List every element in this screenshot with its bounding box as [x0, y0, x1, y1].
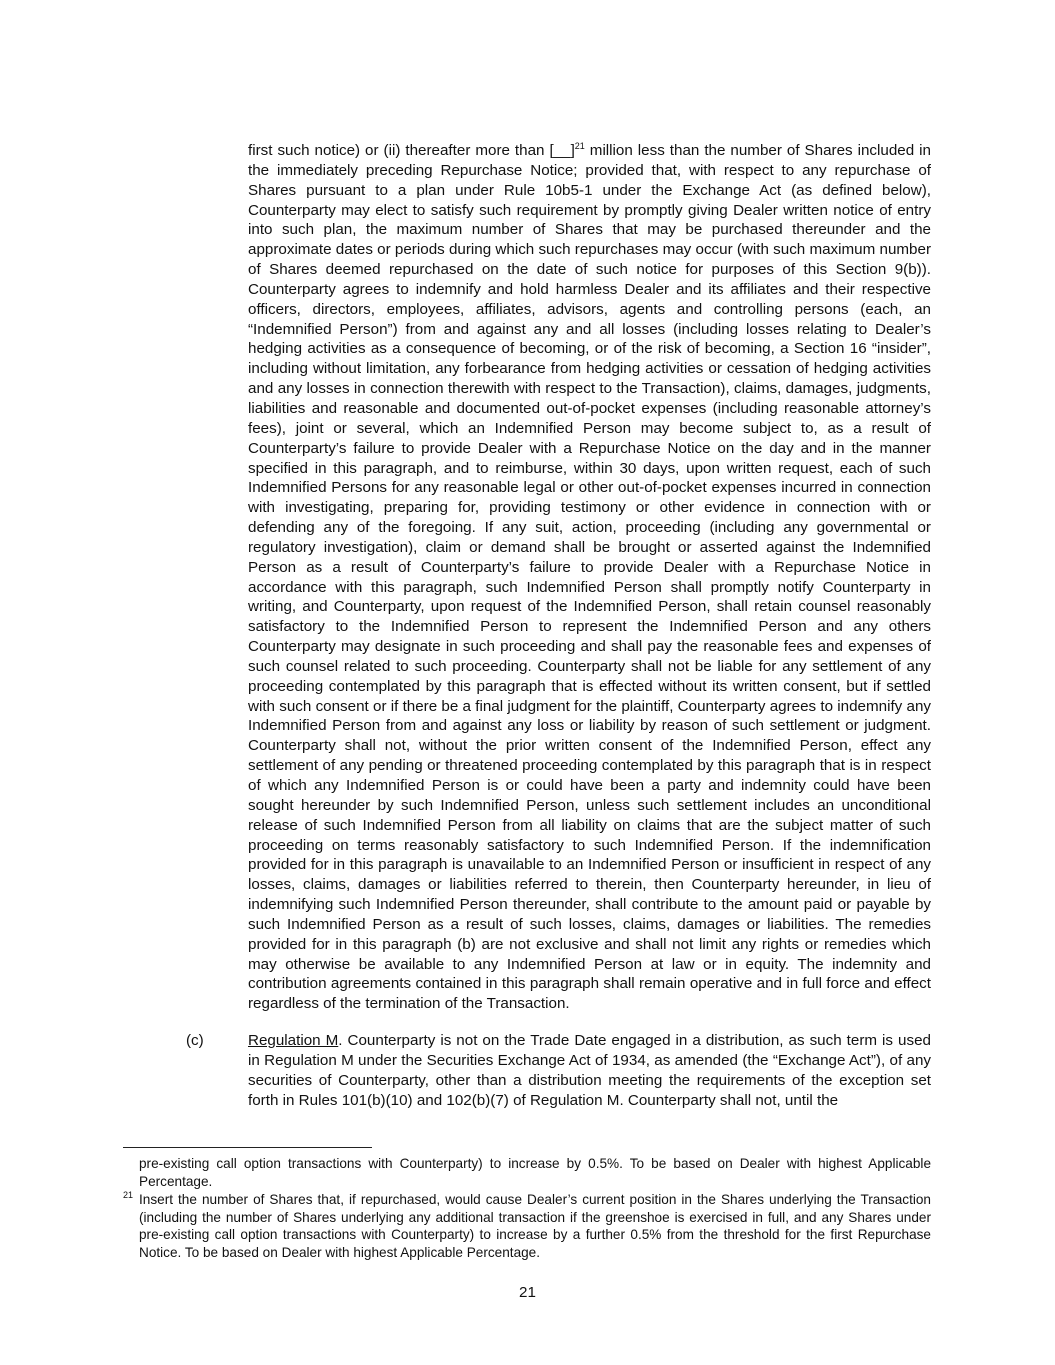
footnote-continued: pre-existing call option transactions with Counterparty) to increase by 0.5%. To be based on Dealer with highest Applicable Percentage. [139, 1156, 931, 1189]
footnote-21-text: Insert the number of Shares that, if repurchased, would cause Dealer’s current position in the Shares underlying the Transaction (including the number of Shares underlying any additional transaction if the greenshoe is exercised in full, and any Shares under pre-existing call option transactions with Counterparty) to increase by a further 0.5% from the threshold for the first Repurchase Notice. To be based on Dealer with highest Applicable Percentage. [139, 1192, 931, 1260]
para1-rest: million less than the number of Shares included in the immediately preceding Repurchase Notice; provided that, with respect to any repurchase of Shares pursuant to a plan under Rule 10b5-1 under the Exchange Act (as defined below), Counterparty may elect to satisfy such requirement by promptly giving Dealer written notice of entry into such plan, the maximum number of Shares that may be purchased thereunder and the approximate dates or periods during which such repurchases may occur (with such maximum number of Shares deemed repurchased on the date of such notice for purposes of this Section 9(b)). Counterparty agrees to indemnify and hold harmless Dealer and its affiliates and their respective officers, directors, employees, affiliates, advisors, agents and controlling persons (each, an “Indemnified Person”) from and against any and all losses (including losses relating to Dealer’s hedging activities as a consequence of becoming, or of the risk of becoming, a Section 16 “insider”, including without limitation, any forbearance from hedging activities or cessation of hedging activities and any losses in connection therewith with respect to the Transaction), claims, damages, judgments, liabilities and reasonable and documented out-of-pocket expenses (including reasonable attorney’s fees), joint or several, which an Indemnified Person may become subject to, as a result of Counterparty’s failure to provide Dealer with a Repurchase Notice on the day and in the manner specified in this paragraph, and to reimburse, within 30 days, upon written request, each of such Indemnified Persons for any reasonable legal or other out-of-pocket expenses incurred in connection with investigating, preparing for, providing testimony or other evidence in connection with or defending any of the foregoing. If any suit, action, proceeding (including any governmental or regulatory investigation), claim or demand shall be brought or asserted against the Indemnified Person as a result of Counterparty’s failure to provide Dealer with a Repurchase Notice in accordance with this paragraph, such Indemnified Person shall promptly notify Counterparty in writing, and Counterparty, upon request of the Indemnified Person, shall retain counsel reasonably satisfactory to the Indemnified Person to represent the Indemnified Person and any others Counterparty may designate in such proceeding and shall pay the reasonable fees and expenses of such counsel related to such proceeding. Counterparty shall not be liable for any settlement of any proceeding contemplated by this paragraph that is effected without its written consent, but if settled with such consent or if there be a final judgment for the plaintiff, Counterparty agrees to indemnify any Indemnified Person from and against any loss or liability by reason of such settlement or judgment. Counterparty shall not, without the prior written consent of the Indemnified Person, effect any settlement of any pending or threatened proceeding contemplated by this paragraph that is in respect of which any Indemnified Person is or could have been a party and indemnity could have been sought hereunder by such Indemnified Person, unless such settlement includes an unconditional release of such Indemnified Person from all liability on claims that are the subject matter of such proceeding on terms reasonably satisfactory to such Indemnified Person. If the indemnification provided for in this paragraph is unavailable to an Indemnified Person or insufficient in respect of any losses, claims, damages or liabilities referred to therein, then Counterparty hereunder, in lieu of indemnifying such Indemnified Person thereunder, shall contribute to the amount paid or payable by such Indemnified Person as a result of such losses, claims, damages or liabilities. The remedies provided for in this paragraph (b) are not exclusive and shall not limit any rights or remedies which may otherwise be available to any Indemnified Person at law or in equity. The indemnity and contribution agreements contained in this paragraph shall remain operative and in full force and effect regardless of the termination of the Transaction. [248, 142, 931, 1013]
footnote-21-number: 21 [123, 1190, 134, 1200]
clause-label-c: (c) [186, 1032, 204, 1049]
regulation-m-paragraph [248, 1031, 931, 1110]
page-number: 21 [519, 1284, 536, 1301]
regulation-m-text: . Counterparty is not on the Trade Date engaged in a distribution, as such term is used in Regulation M under the Securities Exchange Act of 1934, as amended (the “Exchange Act”), of any securities of Counterparty, other than a distribution meeting the requirements of the exception set forth in Rules 101(b)(10) and 102(b)(7) of Regulation M. Counterparty shall not, until the [248, 1032, 931, 1109]
regulation-m-heading: Regulation M [248, 1032, 339, 1049]
section-9b-paragraph [248, 141, 931, 1014]
para1-start: first such notice) or (ii) thereafter more than [__] [248, 142, 575, 159]
footnote-reference-21[interactable]: 21 [574, 140, 585, 151]
footnote-separator [123, 1147, 372, 1148]
